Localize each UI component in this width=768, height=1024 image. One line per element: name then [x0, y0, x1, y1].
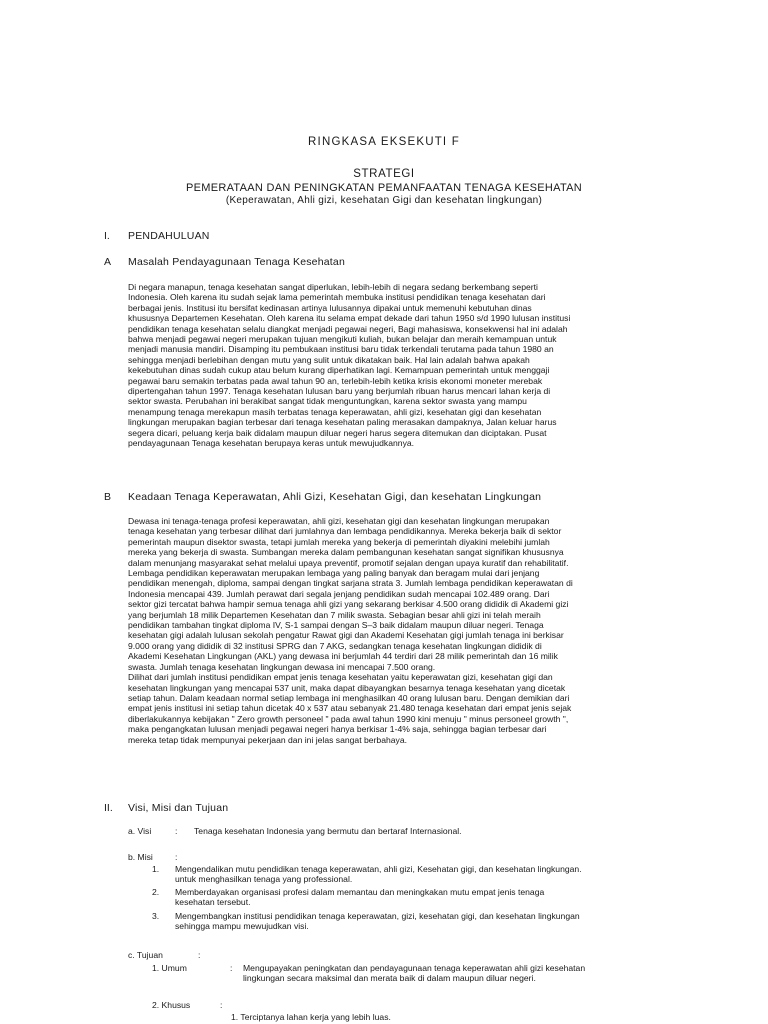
- paragraph-line: segera dicari, peluang kerja baik didalam maupun diluar negeri harus segera ditemukan dan diciptakan. Pusat: [128, 427, 547, 438]
- paragraph-line: 9.000 orang yang dididik di 32 institusi SPRG dan 7 AKG, sedangkan tenaga kesehatan lingkungan dididik di: [128, 640, 542, 651]
- paragraph-line: pendayagunaan Tenaga kesehatan berupaya keras untuk mewujudkannya.: [128, 438, 415, 449]
- tujuan-khusus-colon: :: [220, 1000, 223, 1010]
- misi-item-2: [175, 887, 663, 908]
- paragraph-line: mereka tetap tidak mempunyai pekerjaan dan ini jelas sangat berbahaya.: [128, 734, 407, 745]
- paragraph-line: Indonesia. Oleh karena itu sudah sejak lama pemerintah membuka institusi pendidikan tenaga kesehatan dari: [128, 292, 546, 303]
- subsection-b-title: Keadaan Tenaga Keperawatan, Ahli Gizi, Kesehatan Gigi, dan kesehatan Lingkungan: [128, 491, 542, 503]
- paragraph-line: menjadi manusia mandiri. Disamping itu pembukaan institusi baru tidak terkendali terutama pada tahun 1980 an: [128, 344, 554, 355]
- tujuan-colon: :: [198, 950, 201, 960]
- section-1-title: PENDAHULUAN: [128, 230, 210, 242]
- executive-summary-title: RINGKASA EKSEKUTI F: [308, 136, 460, 148]
- paragraph-line: dalam menunjang masyarakat sehat melalui upaya preventif, promotif sejalan dengan upaya kuratif dan rehabilitatif.: [128, 557, 569, 568]
- paragraph-line: pendidikan tambahan tingkat diploma IV, S-1 sampai dengan S–3 baik didalam maupun diluar negeri. Tenaga: [128, 620, 544, 631]
- misi-item-1-number: 1.: [152, 864, 160, 874]
- paragraph-line: dipertengahan tahun 1997. Tenaga kesehatan lulusan baru yang berjumlah ribuan harus mencari lahan kerja di: [128, 386, 551, 397]
- misi-item-3-number: 3.: [152, 911, 160, 921]
- tujuan-khusus-item-1: 1. Terciptanya lahan kerja yang lebih luas.: [231, 1012, 391, 1022]
- paragraph-line: pendidikan tenaga kesehatan selalu diangkat menjadi pegawai negeri, Bagi mahasiswa, konsekwensi hal ini adalah: [128, 323, 568, 334]
- misi-item-line: kesehatan tersebut.: [175, 897, 251, 908]
- strategy-heading: STRATEGI: [353, 168, 415, 180]
- paragraph-line: kekebutuhan dinas sudah cukup atau belum kurang diperhatikan lagi. Kemampuan pemerintah untuk menggaji: [128, 365, 550, 376]
- tujuan-umum-line: lingkungan secara maksimal dan merata baik di dalam maupun diluar negeri.: [243, 973, 536, 984]
- paragraph-line: pemerintah maupun disektor swasta, tetapi jumlah mereka yang bekerja di pemerintah diyakini melebihi jumlah: [128, 536, 550, 547]
- paragraph-line: mereka yang bekerja di swasta. Sumbangan mereka dalam pembangunan kesehatan sangat signifikan khususnya: [128, 547, 564, 558]
- paragraph-line: Di negara manapun, tenaga kesehatan sangat diperlukan, lebih-lebih di negara sedang berkembang seperti: [128, 282, 538, 292]
- visi-text: Tenaga kesehatan Indonesia yang bermutu dan bertaraf Internasional.: [194, 826, 462, 836]
- misi-colon: :: [175, 852, 178, 862]
- subsection-a-title: Masalah Pendayagunaan Tenaga Kesehatan: [128, 256, 345, 268]
- tujuan-umum-text: [243, 963, 663, 984]
- paragraph-line: pegawai baru semakin terbatas pada awal tahun 90 an, terlebih-lebih ketika krisis ekonomi moneter merebak: [128, 375, 543, 386]
- visi-label: a. Visi: [128, 826, 152, 836]
- paragraph-line: yang berjumlah 18 milik Departemen Kesehatan dan 7 milik swasta. Sebagian besar ahli gizi ini telah meraih: [128, 609, 541, 620]
- paragraph-line: diberlakukannya kebijakan " Zero growth personeel " pada awal tahun 1990 kini menuju " minus personeel growth ",: [128, 713, 569, 724]
- paragraph-line: setiap tahun. Dalam keadaan normal setiap lembaga ini menghasilkan 40 orang lulusan baru. Dengan demikian dari: [128, 692, 570, 703]
- tujuan-khusus-label: 2. Khusus: [152, 1000, 191, 1010]
- subsection-b-label: B: [104, 491, 112, 503]
- paragraph-line: Dewasa ini tenaga-tenaga profesi keperawatan, ahli gizi, kesehatan gigi dan kesehatan lingkungan merupakan: [128, 516, 550, 526]
- tujuan-label: c. Tujuan: [128, 950, 163, 960]
- paragraph-line: bahwa menjadi pegawai negeri merupakan tujuan mengikuti kuliah, bukan belajar dan meraih kemampuan untuk: [128, 334, 557, 345]
- section-1-number: I.: [104, 230, 110, 242]
- section-2-number: II.: [104, 802, 113, 814]
- paragraph-line: sektor gizi tercatat bahwa hampir semua tenaga ahli gizi yang sekarang berkisar 4.500 orang dididik di Akademi gizi: [128, 599, 569, 610]
- misi-label: b. Misi: [128, 852, 153, 862]
- tujuan-umum-colon: :: [230, 963, 233, 973]
- paragraph-line: berbagai jenis. Institusi itu bersifat kedinasan artinya lulusannya dipakai untuk memenuhi kebutuhan dinas: [128, 302, 532, 313]
- paragraph-line: empat jenis institusi ini setiap tahun dicetak 40 x 537 atau sebanyak 21.480 tenaga kesehatan dari empat jenis sejak: [128, 703, 572, 714]
- misi-item-3: [175, 911, 663, 932]
- paragraph-b: [128, 516, 663, 745]
- paragraph-line: khususnya Departemen Kesehatan. Oleh karena itu selama empat dekade dari tahun 1950 s/d 1990 lulusan institusi: [128, 313, 571, 324]
- main-title: PEMERATAAN DAN PENINGKATAN PEMANFAATAN TENAGA KESEHATAN: [185, 182, 583, 194]
- paragraph-a: [128, 282, 663, 449]
- misi-item-line: Mengendalikan mutu pendidikan tenaga keperawatan, ahli gizi, Kesehatan gigi, dan kesehatan lingkungan.: [175, 864, 582, 874]
- paragraph-line: Dilihat dari jumlah institusi pendidikan empat jenis tenaga kesehatan yaitu keperawatan gizi, kesehatan gigi dan: [128, 672, 553, 683]
- misi-item-line: Memberdayakan organisasi profesi dalam memantau dan meningkakan mutu empat jenis tenaga: [175, 887, 545, 897]
- paragraph-line: Indonesia mencapai 439. Jumlah perawat dari segala jenjang pendidikan sudah mencapai 102.489 orang. Dari: [128, 588, 550, 599]
- paragraph-line: kesehatan lingkungan yang mencapai 537 unit, maka dapat dibayangkan besarnya tenaga kesehatan yang dicetak: [128, 682, 566, 693]
- misi-item-1: [175, 864, 663, 885]
- misi-item-line: Mengembangkan institusi pendidikan tenaga keperawatan, gizi, kesehatan gigi, dan kesehatan lingkungan: [175, 911, 580, 921]
- tujuan-umum-label: 1. Umum: [152, 963, 187, 973]
- misi-item-2-number: 2.: [152, 887, 160, 897]
- subsection-a-label: A: [104, 256, 112, 268]
- visi-colon: :: [175, 826, 178, 836]
- subtitle: (Keperawatan, Ahli gizi, kesehatan Gigi dan kesehatan lingkungan): [225, 195, 543, 206]
- paragraph-line: sektor swasta. Perubahan ini berakibat sangat tidak menguntungkan, karena sektor swasta yang mampu: [128, 396, 527, 407]
- paragraph-line: maka pengangkatan lulusan menjadi pegawai negeri hanya berkisar 1-4% saja, sehingga bagian terbesar dari: [128, 724, 547, 735]
- paragraph-line: menampung tenaga merekapun masih terbatas tenaga keperawatan, ahli gizi, kesehatan gigi dan kesehatan: [128, 406, 542, 417]
- paragraph-line: Lembaga pendidikan keperawatan merupakan lembaga yang paling banyak dan beragam mulai dari jenjang: [128, 568, 540, 579]
- section-2-title: Visi, Misi dan Tujuan: [128, 802, 229, 814]
- paragraph-line: kesehatan gigi adalah lulusan sekolah pengatur Rawat gigi dan Akademi Kesehatan gigi jumlah tenaga ini berkisar: [128, 630, 564, 641]
- paragraph-line: swasta. Jumlah tenaga kesehatan lingkungan dewasa ini mencapai 7.500 orang.: [128, 661, 436, 672]
- paragraph-line: pendidikan menengah, diploma, sampai dengan tingkat sarjana strata 3. Jumlah lembaga pendidikan keperawatan di: [128, 578, 573, 589]
- paragraph-line: tenaga kesehatan yang terbesar dilihat dari jumlahnya dan lembaga pendidikannya. Mereka bekerja baik di sektor: [128, 526, 562, 537]
- paragraph-line: Akademi Kesehatan Lingkungan (AKL) yang dewasa ini berjumlah 44 terdiri dari 28 milik pemerintah dan 16 milik: [128, 651, 558, 662]
- paragraph-line: sehingga menjadi berlebihan dengan mutu yang sulit untuk dikatakan baik. Hal lain adalah bahwa apakah: [128, 354, 530, 365]
- tujuan-umum-line: Mengupayakan peningkatan dan pendayagunaan tenaga keperawatan ahli gizi kesehatan: [243, 963, 586, 973]
- misi-item-line: sehingga mampu mewujudkan visi.: [175, 921, 309, 932]
- paragraph-line: lingkungan merupakan bagian terbesar dari tenaga kesehatan paling merasakan dampaknya, Jalan keluar harus: [128, 417, 557, 428]
- misi-item-line: untuk menghasilkan tenaga yang professional.: [175, 874, 353, 885]
